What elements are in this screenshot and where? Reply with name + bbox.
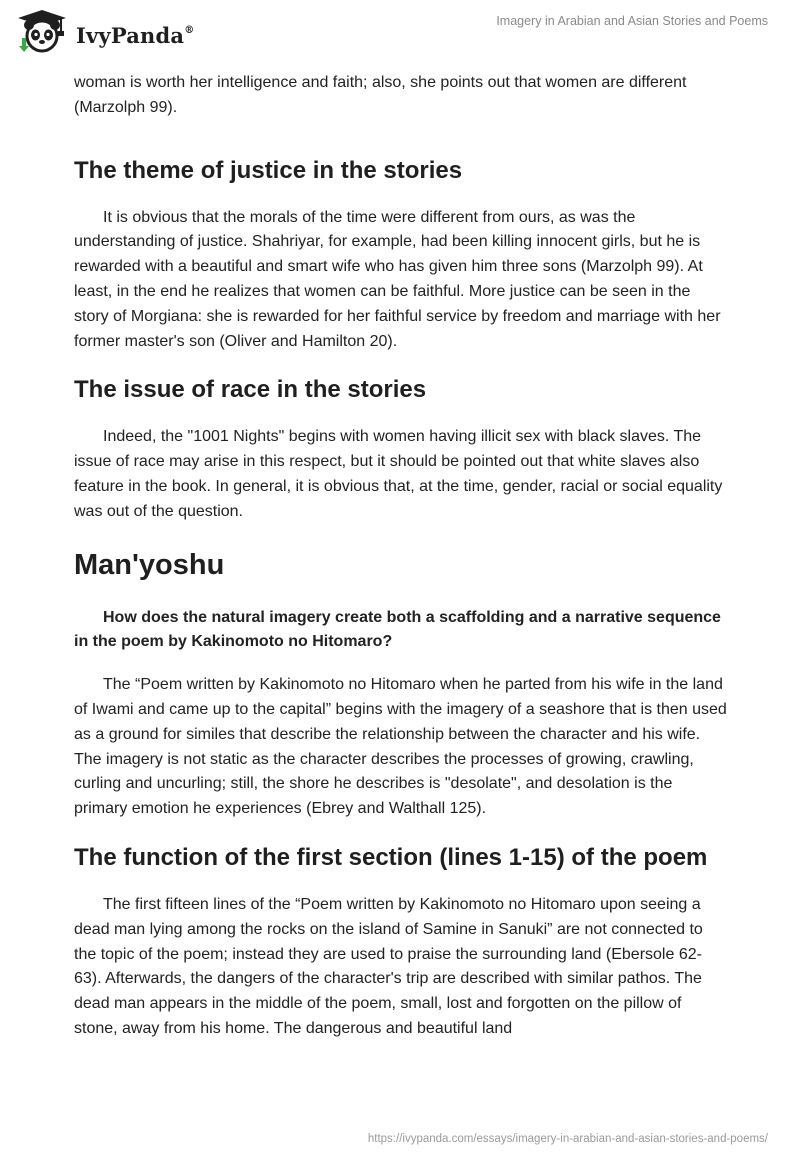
brand-logo[interactable] (14, 8, 195, 54)
article-body (74, 71, 728, 1042)
heading-manyoshu: Man'yoshu (74, 548, 225, 581)
heading-race: The issue of race in the stories (74, 376, 427, 404)
source-url[interactable]: https://ivypanda.com/essays/imagery-in-arabian-and-asian-stories-and-poems/ (367, 1133, 768, 1145)
document-title: Imagery in Arabian and Asian Stories and Poems (496, 14, 768, 28)
page-header (0, 0, 800, 62)
question-manyoshu: How does the natural imagery create both a scaffolding and a narrative sequence in the poem by Kakinomoto no Hitomaro? (74, 608, 721, 651)
panda-logo-icon (14, 8, 70, 54)
paragraph-justice: It is obvious that the morals of the time were different from ours, as was the understanding of justice. Shahriyar, for example, had been killing innocent girls, but he is rewarded with a beautiful and smart wife who has given him three sons (Marzolph 99). At least, in the end he realizes that women can be faithful. More justice can be seen in the story of Morgiana: she is rewarded for her faithful service by freedom and marriage with her former master's son (Oliver and Hamilton 20). (74, 208, 721, 350)
paragraph-intro-continued: woman is worth her intelligence and faith; also, she points out that women are different (Marzolph 99). (74, 74, 687, 116)
heading-function-first-section: The function of the first section (lines 1-15) of the poem (74, 843, 708, 871)
brand-name: IvyPanda® (76, 23, 195, 48)
paragraph-race: Indeed, the "1001 Nights" begins with women having illicit sex with black slaves. The issue of race may arise in this respect, but it should be pointed out that white slaves also feature in the book. In general, it is obvious that, at the time, gender, racial or social equality was out of the question. (74, 428, 723, 520)
paragraph-function: The first fifteen lines of the “Poem written by Kakinomoto no Hitomaro upon seeing a dead man lying among the rocks on the island of Samine in Sanuki” are not connected to the topic of the poem; instead they are used to praise the surrounding land (Ebersole 62-63). Afterwards, the dangers of the character's trip are described with similar pathos. The dead man appears in the middle of the poem, small, lost and forgotten on the pillow of stone, away from his home. The dangerous and beautiful land (74, 895, 703, 1037)
paragraph-manyoshu: The “Poem written by Kakinomoto no Hitomaro when he parted from his wife in the land of Iwami and came up to the capital” begins with the imagery of a seashore that is then used as a ground for similes that describe the relationship between the character and his wife. The imagery is not static as the character describes the processes of growing, crawling, curling and uncurling; still, the shore he describes is "desolate", and desolation is the primary emotion he experiences (Ebrey and Walthall 125). (74, 676, 727, 818)
heading-justice: The theme of justice in the stories (74, 156, 463, 184)
